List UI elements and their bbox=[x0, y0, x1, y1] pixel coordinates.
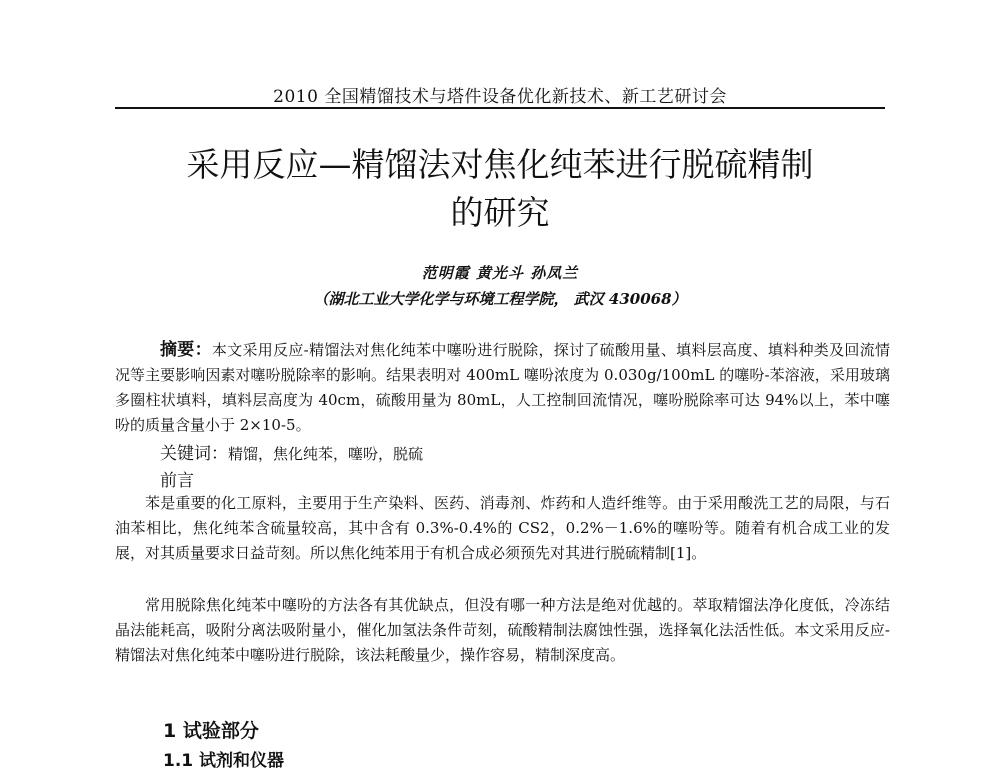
abstract-text: 本文采用反应-精馏法对焦化纯苯中噻吩进行脱除，探讨了硫酸用量、填料层高度、填料种类及回流情况等主要影响因素对噻吩脱除率的影响。结果表明对 400mL 噻吩浓度为 0.030g/100mL 的噻吩-苯溶液，采用玻璃多圈柱状填料，填料层高度为 40cm，硫酸用量为 80mL，人工控制回流情况，噻吩脱除率可达 94%以上，苯中噻吩的质量含量小于 2×10-5。 bbox=[115, 341, 890, 434]
keywords bbox=[160, 439, 423, 464]
authors: 范明霞 黄光斗 孙凤兰 bbox=[421, 264, 579, 282]
intro-paragraph-2: 常用脱除焦化纯苯中噻吩的方法各有其优缺点，但没有哪一种方法是绝对优越的。萃取精馏法净化度低，冷冻结晶法能耗高，吸附分离法吸附量小，催化加氢法条件苛刻，硫酸精制法腐蚀性强，选择氧化法活性低。本文采用反应-精馏法对焦化纯苯中噻吩进行脱除，该法耗酸量少，操作容易，精制深度高。 bbox=[115, 596, 890, 664]
paper-title bbox=[115, 141, 885, 237]
conference-header: 2010 全国精馏技术与塔件设备优化新技术、新工艺研讨会 bbox=[273, 87, 727, 107]
abstract bbox=[115, 338, 890, 438]
section-1-heading: 1 试验部分 bbox=[163, 720, 259, 742]
intro-heading: 前言 bbox=[160, 471, 194, 491]
keywords-label: 关键词： bbox=[160, 444, 228, 464]
abstract-label: 摘要： bbox=[160, 340, 212, 360]
section-1-1-heading: 1.1 试剂和仪器 bbox=[163, 751, 285, 771]
title-line-2: 的研究 bbox=[450, 193, 550, 232]
header-rule bbox=[115, 107, 885, 109]
intro-paragraph-1: 苯是重要的化工原料，主要用于生产染料、医药、消毒剂、炸药和人造纤维等。由于采用酸洗工艺的局限，与石油苯相比，焦化纯苯含硫量较高，其中含有 0.3%-0.4%的 CS2，0.2%－1.6%的噻吩等。随着有机合成工业的发展，对其质量要求日益苛刻。所以焦化纯苯用于有机合成必须预先对其进行脱硫精制[1]。 bbox=[115, 494, 890, 562]
affiliation: （湖北工业大学化学与环境工程学院， 武汉 430068） bbox=[313, 290, 687, 308]
title-line-1: 采用反应—精馏法对焦化纯苯进行脱硫精制 bbox=[186, 145, 814, 184]
keywords-text: 精馏，焦化纯苯，噻吩，脱硫 bbox=[228, 445, 424, 463]
